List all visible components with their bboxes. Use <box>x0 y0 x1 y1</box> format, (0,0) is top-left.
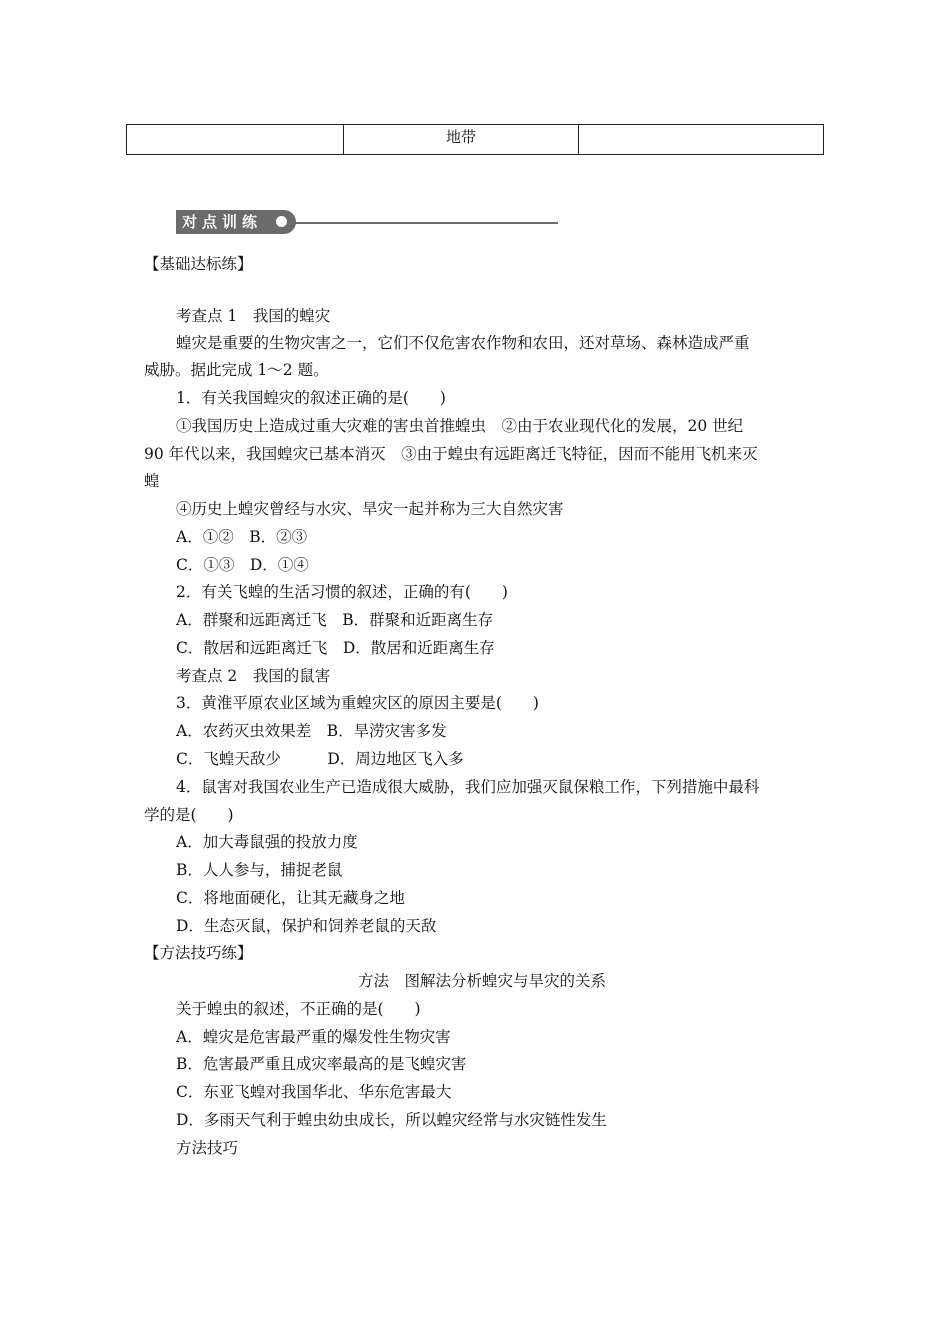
answer-option: A．①② B．②③ <box>176 528 308 546</box>
paragraph-line: ①我国历史上造成过重大灾难的害虫首推蝗虫 ②由于农业现代化的发展，20 世纪 <box>176 417 744 435</box>
answer-option: D．生态灭鼠，保护和饲养老鼠的天敌 <box>176 917 437 935</box>
banner-label: 对点训练 <box>176 210 296 234</box>
method-title: 方法 图解法分析蝗灾与旱灾的关系 <box>358 972 607 990</box>
answer-option: C．将地面硬化，让其无藏身之地 <box>176 889 405 907</box>
table-cell: 地带 <box>344 125 579 155</box>
answer-option: C．飞蝗天敌少 D．周边地区飞入多 <box>176 750 464 768</box>
table-cell <box>579 125 824 155</box>
answer-option: D．多雨天气利于蝗虫幼虫成长，所以蝗灾经常与水灾链性发生 <box>176 1111 607 1129</box>
answer-option: A．蝗灾是危害最严重的爆发性生物灾害 <box>176 1028 451 1046</box>
answer-option: C．东亚飞蝗对我国华北、华东危害最大 <box>176 1083 452 1101</box>
paragraph-line: 蝗灾是重要的生物灾害之一，它们不仅危害农作物和农田，还对草场、森林造成严重 <box>176 334 750 352</box>
question-stem: 3．黄淮平原农业区域为重蝗灾区的原因主要是( ) <box>176 694 539 712</box>
section-heading: 【基础达标练】 <box>144 255 253 273</box>
answer-option: A．群聚和远距离迁飞 B．群聚和近距离生存 <box>176 611 494 629</box>
answer-option: C．散居和远距离迁飞 D．散居和近距离生存 <box>176 639 495 657</box>
section-heading: 【方法技巧练】 <box>144 944 253 962</box>
question-stem: 1．有关我国蝗灾的叙述正确的是( ) <box>176 389 446 407</box>
subsection-heading: 方法技巧 <box>176 1139 239 1157</box>
answer-option: B．人人参与，捕捉老鼠 <box>176 861 343 879</box>
paragraph-line: 威胁。据此完成 1～2 题。 <box>144 361 329 379</box>
section-banner <box>176 210 558 234</box>
paragraph-line: 90 年代以来，我国蝗灾已基本消灭 ③由于蝗虫有远距离迁飞特征，因而不能用飞机来灭 <box>144 445 758 463</box>
subsection-heading: 考查点 2 我国的鼠害 <box>176 667 331 685</box>
answer-option: A．农药灭虫效果差 B．旱涝灾害多发 <box>176 722 447 740</box>
answer-option: A．加大毒鼠强的投放力度 <box>176 833 358 851</box>
question-stem: 4．鼠害对我国农业生产已造成很大威胁，我们应加强灭鼠保粮工作，下列措施中最科 <box>176 778 760 796</box>
question-stem: 2．有关飞蝗的生活习惯的叙述，正确的有( ) <box>176 583 508 601</box>
banner-rule <box>294 222 558 224</box>
question-stem: 学的是( ) <box>144 806 234 824</box>
paragraph-line: 蝗 <box>144 472 160 490</box>
question-stem: 关于蝗虫的叙述，不正确的是( ) <box>176 1000 421 1018</box>
table-cell <box>127 125 344 155</box>
circle-icon <box>276 216 287 227</box>
answer-option: B．危害最严重且成灾率最高的是飞蝗灾害 <box>176 1055 467 1073</box>
paragraph-line: ④历史上蝗灾曾经与水灾、旱灾一起并称为三大自然灾害 <box>176 500 564 518</box>
answer-option: C．①③ D．①④ <box>176 556 309 574</box>
table-row <box>127 125 824 155</box>
subsection-heading: 考查点 1 我国的蝗灾 <box>176 307 331 325</box>
top-table <box>126 124 824 155</box>
